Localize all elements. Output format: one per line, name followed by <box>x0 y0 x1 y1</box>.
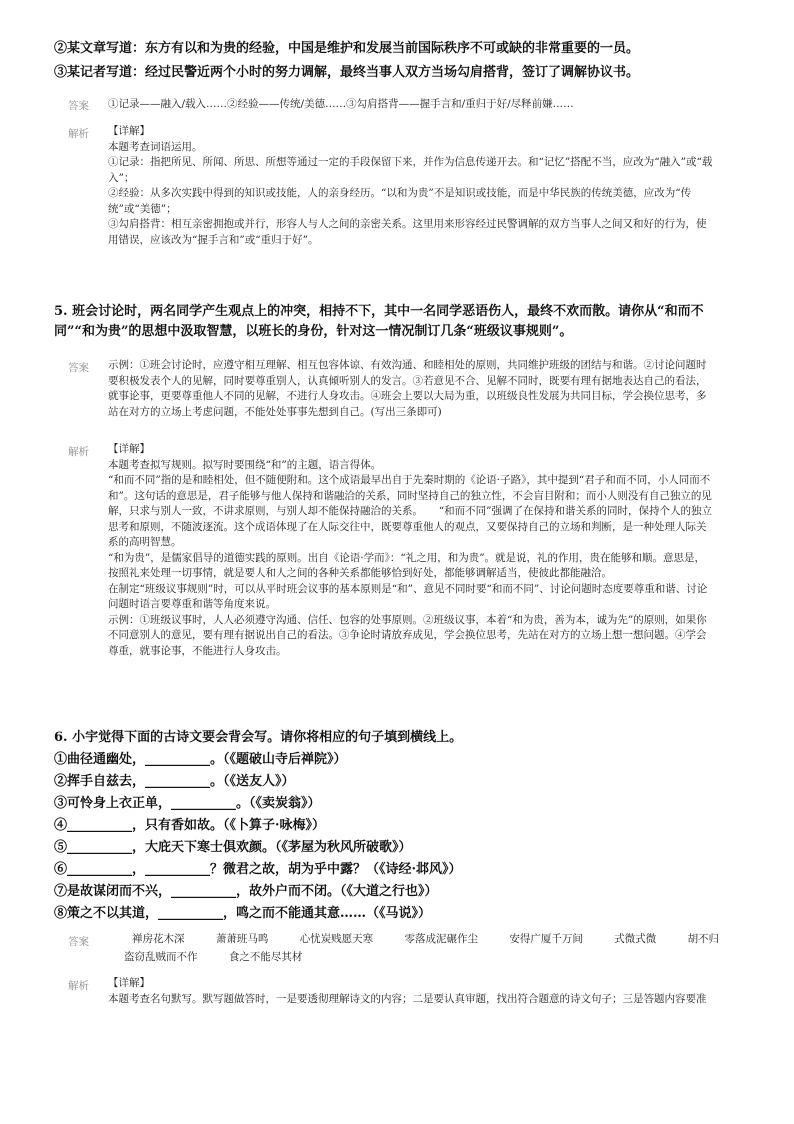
answer-item: 心忧炭贱愿天寒 <box>299 933 374 945</box>
example-sentence-3: ③某记者写道：经过民警近两个小时的努力调解，最终当事人双方当场勾肩搭背，签订了调解协议书。 <box>54 65 640 80</box>
q6-item: ③可怜身上衣正单，__________。（《卖炭翁》） <box>54 796 321 811</box>
analysis-paragraph: ②经验：从多次实践中得到的知识或技能，人的亲身经历。“以和为贵”不是知识或技能，而是中华民族的传统美德，应改为“传统”或“美德”； <box>108 187 692 215</box>
analysis-paragraph: ③勾肩搭背：相互亲密拥抱或并行，形容人与人之间的亲密关系。这里用来形容经过民警调解的双方当事人之间又和好的行为，使用错误，应该改为“握手言和”或“重归于好”。 <box>108 218 707 246</box>
q6-item: ⑦是故谋闭而不兴，__________，故外户而不闭。（《大道之行也》） <box>54 884 438 899</box>
analysis-label: 解析 <box>68 128 89 140</box>
answer-item: 禅房花木深 <box>132 933 185 945</box>
answer-item: 零落成泥碾作尘 <box>404 933 479 945</box>
q6-question: 6. 小宇觉得下面的古诗文要会背会写。请你将相应的句子填到横线上。 <box>54 730 463 745</box>
q4-analysis <box>108 124 713 248</box>
analysis-heading: 【详解】 <box>108 443 150 455</box>
q6-answers <box>106 930 736 966</box>
q5-question: 5. 班会讨论时，两名同学产生观点上的冲突，相持不下，其中一名同学恶语伤人，最终不欢而散。请你从“和而不同”“和为贵”的思想中汲取智慧，以班长的身份，针对这一情况制订几条“班级议事规则”。 <box>54 304 704 339</box>
answer-item: 胡不归 <box>687 933 720 945</box>
analysis-paragraph: “和而不同”指的是和睦相处，但不随便附和。这个成语最早出自于先秦时期的《论语·子路》，其中提到“君子和而不同，小人同而不和”。这句话的意思是，君子能够与他人保持和谐融洽的关系，同时坚持自己的独立性，不会盲目附和；而小人则没有自己独立的见解，只求与别人一致，不讲求原则，与别人却不能保持融洽的关系。 “和而不同”强调了在保持和谐关系的同时，保持个人的独立思考和原则，不随波逐流。这个成语体现了在人际交往中，既要尊重他人的观点，又要保持自己的立场和判断，是一种处理人际关系的高明智慧。 <box>108 474 712 548</box>
answer-label: 答案 <box>68 100 89 112</box>
q6-item: ⑥__________，__________？微君之故，胡为乎中露？（《诗经·邶风》） <box>54 862 462 877</box>
q6-item: ⑧策之不以其道，__________，鸣之而不能通其意……（《马说》） <box>54 906 432 921</box>
q4-answer: ①记录——融入/载入……②经验——传统/美德……③勾肩搭背——握手言和/重归于好/尽释前嫌…… <box>108 98 574 110</box>
analysis-paragraph: 本题考查词语运用。 <box>108 140 203 153</box>
answer-item: 安得广厦千万间 <box>509 933 583 945</box>
q6-item: ②挥手自兹去，__________。（《送友人》） <box>54 774 295 789</box>
analysis-paragraph: 示例：①班级议事时，人人必须遵守沟通、信任、包容的处事原则。②班级议事，本着“和为贵，善为本，诚为先”的原则，如果你不同意别人的意见，要有理有据说出自己的看法。③争论时请放弃成见，学会换位思考，先站在对方的立场上想一想问题。④学会尊重，就事论事，不能进行人身攻击。 <box>108 613 707 657</box>
q6-item: ⑤__________，大庇天下寒士俱欢颜。（《茅屋为秋风所破歌》） <box>54 840 412 855</box>
answer-label: 答案 <box>68 362 89 374</box>
answer-item: 萧萧班马鸣 <box>215 933 269 945</box>
q6-item: ①曲径通幽处，__________。（《题破山寺后禅院》） <box>54 752 347 767</box>
q6-item: ④__________，只有香如故。（《卜算子·咏梅》） <box>54 818 326 833</box>
answer-item: 式微式微 <box>614 933 657 945</box>
analysis-paragraph: “和为贵”，是儒家倡导的道德实践的原则。出自《论语·学而》：“礼之用，和为贵”。就是说，礼的作用，贵在能够和顺。意思是，按照礼来处理一切事情，就是要人和人之间的各种关系都能够恰到好处，都能够调解适当，使彼此都能融洽。 <box>108 551 706 579</box>
analysis-paragraph: 本题考查名句默写。默写题做答时，一是要透彻理解诗文的内容；二是要认真审题，找出符合题意的诗文句子；三是答题内容要准 <box>108 992 707 1005</box>
analysis-paragraph: ①记录：指把所见、所闻、所思、所想等通过一定的手段保留下来，并作为信息传递开去。和“记忆”搭配不当，应改为“融入”或“载入”； <box>108 156 713 184</box>
q5-analysis <box>108 442 713 659</box>
analysis-heading: 【详解】 <box>108 977 150 989</box>
q5-answer: 示例：①班会讨论时，应遵守相互理解、相互包容体谅、有效沟通、和睦相处的原则，共同维护班级的团结与和谐。②讨论问题时要积极发表个人的见解，同时要尊重别人，认真倾听别人的发言。③若意见不合、见解不同时，既要有理有据地表达自己的看法，就事论事，更要尊重他人不同的见解，不进行人身攻击。④班会上要以大局为重，以班级良性发展为共同目标，学会换位思考，多站在对方的立场上考虑问题，不能处处事事先想到自己。(写出三条即可) <box>108 359 707 418</box>
analysis-heading: 【详解】 <box>108 125 150 137</box>
analysis-label: 解析 <box>68 980 89 992</box>
example-sentence-2: ②某文章写道：东方有以和为贵的经验，中国是维护和发展当前国际秩序不可或缺的非常重要的一员。 <box>54 41 640 56</box>
answer-item: 盗窃乱贼而不作 <box>124 951 198 963</box>
answer-label: 答案 <box>68 936 89 948</box>
analysis-paragraph: 本题考查拟写规则。拟写时要围绕“和”的主题，语言得体。 <box>108 458 382 471</box>
analysis-paragraph: 在制定“班级议事规则”时，可以从平时班会议事的基本原则是“和”、意见不同时要“和而不同”、讨论问题时态度要尊重和谐、讨论问题时语言要尊重和谐等角度来说。 <box>108 582 708 610</box>
answer-item: 食之不能尽其材 <box>228 951 303 963</box>
analysis-label: 解析 <box>68 446 89 458</box>
q6-analysis <box>108 976 718 1007</box>
